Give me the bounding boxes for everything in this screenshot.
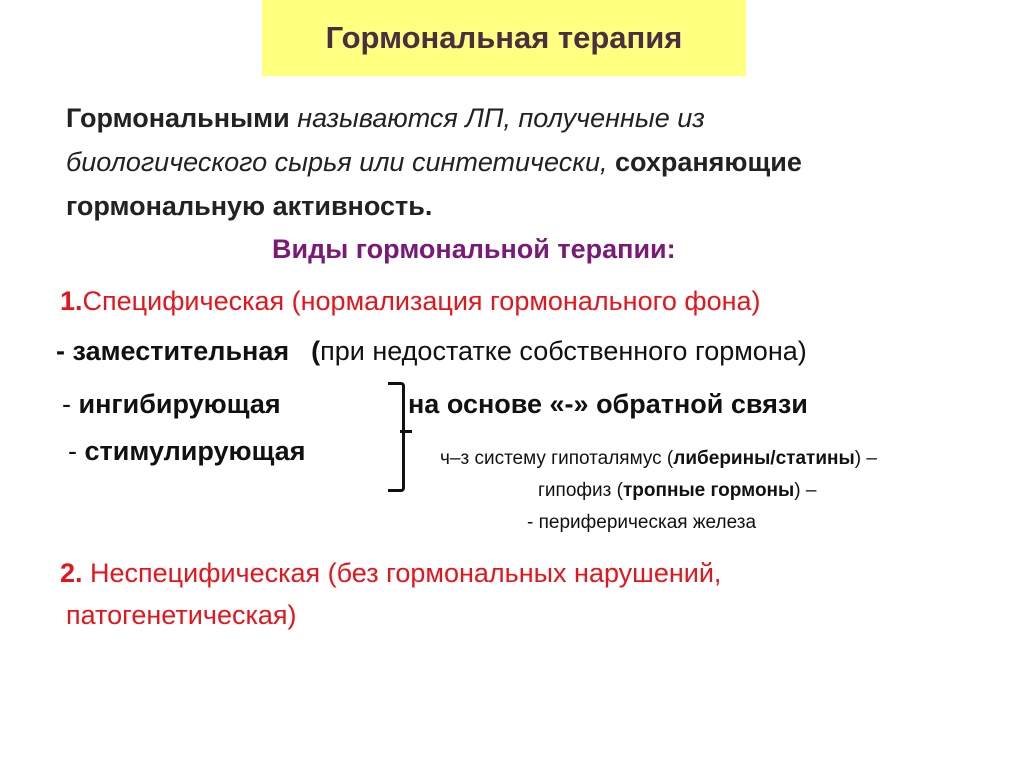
item-2-text-1: Неспецифическая (без гормональных нарушений, bbox=[82, 558, 722, 588]
chain-line-2 bbox=[538, 480, 816, 502]
substitutive-line bbox=[56, 336, 807, 367]
inhibiting-line bbox=[62, 389, 281, 420]
chain-line-1 bbox=[440, 448, 877, 470]
substitutive-desc: при недостатке собственного гормона) bbox=[320, 336, 807, 366]
stimulating-term: стимулирующая bbox=[84, 436, 306, 466]
chain-text-1: ч–з систему гипоталямус ( bbox=[440, 448, 674, 469]
substitutive-prefix: - bbox=[56, 336, 73, 366]
stimulating-line bbox=[68, 436, 305, 467]
chain-text-2: гипофиз ( bbox=[538, 480, 623, 501]
chain-bold-2: тропные гормоны bbox=[622, 480, 795, 501]
item-2-line-2: патогенетическая) bbox=[66, 600, 297, 630]
chain-bold-1: либерины/статины bbox=[673, 448, 855, 469]
grouping-bracket bbox=[388, 382, 405, 492]
inhibiting-prefix: - bbox=[62, 389, 79, 419]
chain-line-3: - периферическая железа bbox=[527, 512, 757, 533]
substitutive-term: заместительная bbox=[72, 336, 290, 366]
definition-line-2 bbox=[66, 140, 802, 184]
definition-text-2: биологического сырья или синтетически, bbox=[66, 147, 608, 177]
slide-title: Гормональная терапия bbox=[325, 20, 683, 55]
stimulating-prefix: - bbox=[68, 436, 85, 466]
types-heading: Виды гормональной терапии: bbox=[272, 234, 676, 264]
item-1-number: 1. bbox=[60, 286, 83, 316]
chain-post-2: ) – bbox=[794, 480, 817, 501]
item-2-line-1 bbox=[60, 558, 721, 589]
definition-line-1 bbox=[66, 96, 705, 140]
definition-text-1: называются ЛП, полученные из bbox=[289, 103, 705, 133]
grouping-bracket-tick bbox=[400, 430, 412, 433]
slide-title-box bbox=[262, 0, 746, 76]
substitutive-paren: ( bbox=[311, 336, 321, 366]
definition-text-3: сохраняющие bbox=[607, 147, 802, 177]
item-1-text: Специфическая (нормализация гормонального фона) bbox=[82, 286, 761, 316]
item-2-number: 2. bbox=[60, 558, 83, 588]
item-1 bbox=[60, 286, 761, 317]
inhibiting-term: ингибирующая bbox=[78, 389, 281, 419]
definition-line-3 bbox=[66, 184, 432, 228]
feedback-text: на основе «-» обратной связи bbox=[408, 389, 808, 419]
definition-term: Гормональными bbox=[66, 103, 290, 133]
chain-post-1: ) – bbox=[854, 448, 877, 469]
definition-text-4: гормональную активность. bbox=[66, 191, 433, 221]
